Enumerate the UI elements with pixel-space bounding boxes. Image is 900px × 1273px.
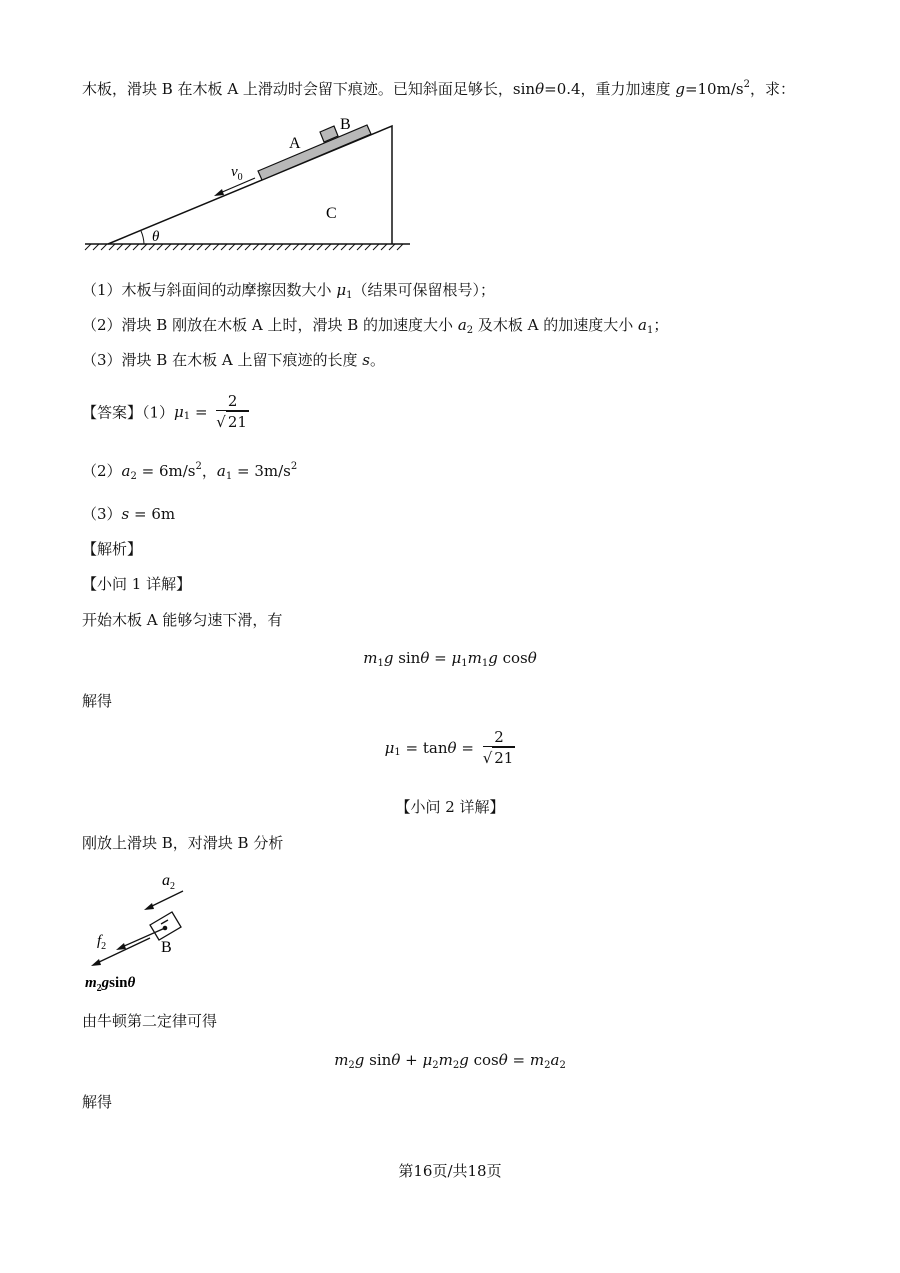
subscript: 2	[466, 325, 474, 336]
label-b: B	[161, 939, 172, 956]
answer-3	[82, 503, 175, 524]
answer-label: （3）	[82, 505, 122, 523]
analysis-text: 解得	[82, 1093, 113, 1111]
question-3	[82, 349, 385, 370]
fraction-numerator: 2	[494, 728, 504, 746]
s-symbol: s	[362, 351, 370, 369]
label-a2: $a_2$	[162, 872, 175, 892]
mu-symbol: μ	[174, 403, 184, 421]
intro-text-part: =0.4，重力加速度	[544, 80, 676, 98]
superscript: 2	[290, 461, 298, 472]
subscript: 1	[183, 411, 191, 422]
equation-1: $m_1g$ $\sin\theta = \mu_1m_1g$ cosθ	[363, 649, 537, 669]
subquestion-1-title: 【小问 1 详解】	[82, 575, 192, 593]
label-c: C	[326, 205, 337, 222]
analysis-text: 开始木板 A 能够匀速下滑，有	[82, 611, 283, 629]
answer-label: （2）	[82, 462, 122, 480]
analysis-text: 解得	[82, 692, 113, 710]
question-text: （结果可保留根号）；	[352, 281, 495, 299]
a-symbol: a	[121, 462, 131, 480]
superscript: 2	[743, 79, 750, 90]
intro-text-part: ，求：	[749, 80, 795, 98]
label-m2gsin: $m_2gsin\theta$	[85, 975, 136, 994]
subscript: 1	[225, 471, 233, 482]
answer-1	[82, 392, 249, 432]
s-symbol: s	[121, 505, 130, 523]
question-2	[82, 314, 668, 336]
subscript: 2	[130, 471, 137, 482]
fraction-numerator: 2	[227, 392, 238, 410]
subscript: 1	[346, 290, 353, 301]
velocity-arrowhead	[214, 189, 224, 196]
label-b: B	[340, 116, 351, 133]
acceleration-arrowhead	[144, 903, 154, 910]
equation-3: $m_2g$ $\sin\theta + \mu_2m_2g$ $\cos\theta = m_2a_2$	[334, 1051, 566, 1071]
intro-text	[82, 78, 795, 99]
question-text: （2）滑块 B 刚放在木板 A 上时，滑块 B 的加速度大小	[82, 316, 458, 334]
question-text: （1）木板与斜面间的动摩擦因数大小	[82, 281, 337, 299]
answer-label: 【答案】（1）	[82, 403, 175, 422]
separator: ，	[201, 462, 217, 480]
value: = 3m/s	[232, 462, 291, 480]
label-f2: $f_2$	[97, 933, 107, 952]
value: = 6m/s	[136, 462, 196, 480]
label-v0: $v_0$	[231, 164, 243, 183]
subquestion-2-title: 【小问 2 详解】	[395, 798, 505, 816]
fraction-denominator: 21	[494, 749, 514, 767]
answer-2	[82, 460, 297, 482]
force-diagram	[80, 865, 210, 995]
question-text: ；	[653, 316, 669, 334]
theta-symbol: θ	[535, 80, 545, 98]
label-a: A	[289, 135, 301, 152]
intro-text-part: 木板，滑块 B 在木板 A 上滑动时会留下痕迹。已知斜面足够长，sin	[82, 80, 536, 98]
angle-label: θ	[152, 229, 160, 245]
intro-text-part: =10m/s	[684, 80, 744, 98]
a-symbol: a	[457, 316, 467, 334]
mu-symbol: μ	[336, 281, 347, 299]
question-text: （3）滑块 B 在木板 A 上留下痕迹的长度	[82, 351, 363, 369]
incline-diagram	[80, 110, 420, 260]
a-symbol: a	[638, 316, 647, 334]
equation-2: $\mu_1 = \tan\theta$ = $\frac{2}{√ 21}$	[384, 728, 514, 767]
fraction: $\frac{2}{√ 21}$	[482, 728, 514, 767]
subscript: 1	[647, 325, 654, 336]
analysis-text: 由牛顿第二定律可得	[82, 1012, 218, 1030]
a-symbol: a	[216, 462, 226, 480]
friction-arrowhead	[116, 943, 126, 950]
superscript: 2	[195, 461, 202, 472]
question-text: 。	[369, 351, 385, 369]
value: = 6m	[129, 505, 176, 523]
board-a	[258, 125, 371, 180]
fraction-denominator: 21	[227, 413, 247, 431]
page-footer: 第16页/共18页	[398, 1162, 502, 1180]
g-symbol: g	[675, 80, 685, 98]
angle-arc	[141, 231, 144, 244]
analysis-text: 刚放上滑块 B，对滑块 B 分析	[82, 834, 284, 852]
equals-sign: =	[190, 403, 208, 421]
acceleration-arrow	[150, 891, 183, 907]
question-1	[82, 279, 495, 301]
analysis-label: 【解析】	[82, 540, 143, 558]
fraction: $\frac{2}{√ 21}$	[216, 392, 247, 431]
gravity-component-arrowhead	[91, 959, 101, 966]
question-text: 及木板 A 的加速度大小	[473, 316, 639, 334]
ground-hatching	[85, 244, 403, 250]
